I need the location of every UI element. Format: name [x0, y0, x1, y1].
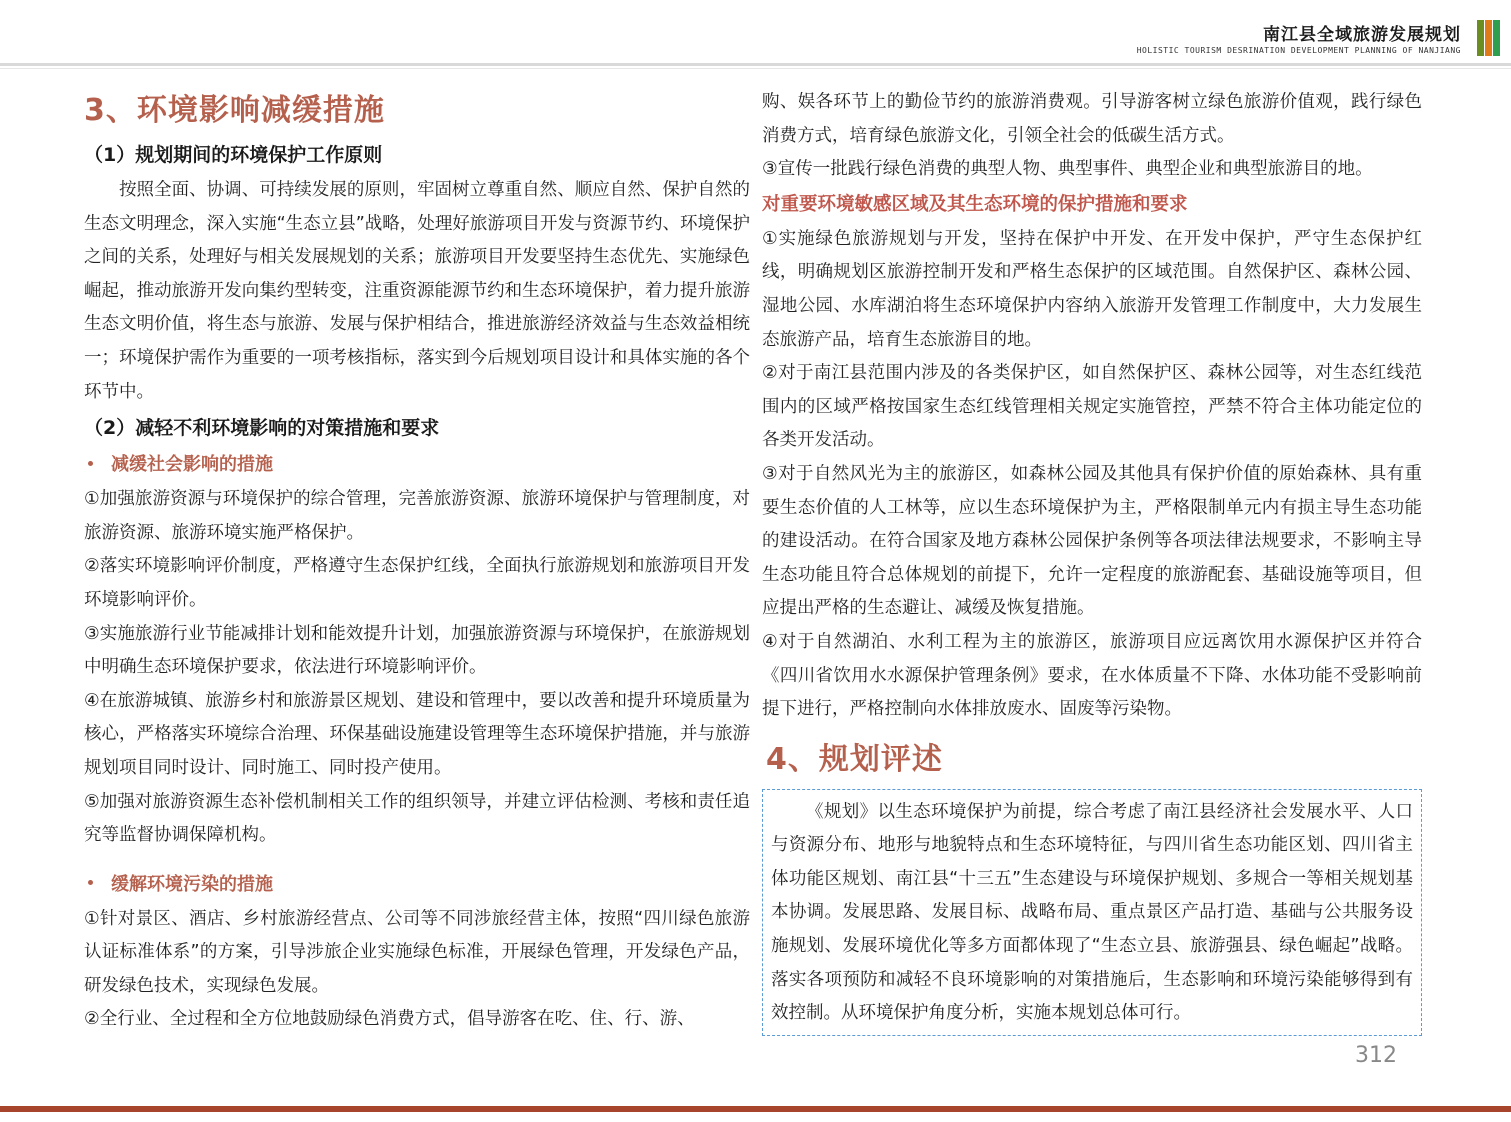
- eco-item-3: ③对于自然风光为主的旅游区，如森林公园及其他具有保护价值的原始森林、具有重要生态价值的人工林等，应以生态环境保护为主，严格限制单元内有损主导生态功能的建设活动。在符合国家及地方森林公园保护条例等各项法律法规要求，不影响主导生态功能且符合总体规划的前提下，允许一定程度的旅游配套、基础设施等项目，但应提出严格的生态避让、减缓及恢复措施。: [762, 463, 1422, 619]
- section-4-title: 4、规划评述: [766, 741, 943, 777]
- header-divider-thin: [0, 68, 1511, 69]
- eco-item-2: ②对于南江县范围内涉及的各类保护区，如自然保护区、森林公园等，对生态红线范围内的区域严格按国家生态红线管理相关规定实施管控，严禁不符合主体功能定位的各类开发活动。: [762, 363, 1422, 451]
- document-subtitle: HOLISTIC TOURISM DESRINATION DEVELOPMENT PLANNING OF NANJIANG: [1136, 46, 1461, 55]
- eco-protection-heading: 对重要环境敏感区域及其生态环境的保护措施和要求: [762, 193, 1188, 215]
- logo-bar-orange: [1485, 20, 1492, 56]
- social-measures-title: 减缓社会影响的措施: [111, 454, 273, 476]
- pollution-item-3: ③宣传一批践行绿色消费的典型人物、典型事件、典型企业和典型旅游目的地。: [762, 159, 1373, 180]
- left-column: [84, 86, 750, 1037]
- eco-item-4: ④对于自然湖泊、水利工程为主的旅游区，旅游项目应远离饮用水源保护区并符合《四川省饮用水水源保护管理条例》要求，在水体质量不下降、水体功能不受影响前提下进行，严格控制向水体排放废水、固废等污染物。: [762, 631, 1422, 720]
- logo-bar-teal: [1493, 20, 1500, 56]
- social-item-3: ③实施旅游行业节能减排计划和能效提升计划，加强旅游资源与环境保护，在旅游规划中明确生态环境保护要求，依法进行环境影响评价。: [84, 623, 750, 678]
- subsection-1-title: （1）规划期间的环境保护工作原则: [84, 144, 383, 166]
- subsection-2-title: （2）减轻不利环境影响的对策措施和要求: [84, 417, 440, 440]
- header-divider: [0, 63, 1511, 66]
- page-header: [0, 0, 1511, 72]
- pollution-measures-heading: [84, 867, 750, 903]
- social-item-4: ④在旅游城镇、旅游乡村和旅游景区规划、建设和管理中，要以改善和提升环境质量为核心，严格落实环境综合治理、环保基础设施建设管理等生态环境保护措施，并与旅游规划项目同时设计、同时施工、同时投产使用。: [84, 690, 750, 778]
- pollution-measures-title: 缓解环境污染的措施: [111, 873, 273, 895]
- social-measures-heading: [84, 447, 750, 483]
- pollution-item-1: ①针对景区、酒店、乡村旅游经营点、公司等不同涉旅经营主体，按照“四川绿色旅游认证标准体系”的方案，引导涉旅企业实施绿色标准，开展绿色管理，开发绿色产品，研发绿色技术，实现绿色发展。: [84, 908, 750, 996]
- summary-box: [762, 789, 1422, 1036]
- subsection-1-body: 按照全面、协调、可持续发展的原则，牢固树立尊重自然、顺应自然、保护自然的生态文明理念，深入实施“生态立县”战略，处理好旅游项目开发与资源节约、环境保护之间的关系，处理好与相关发展规划的关系；旅游项目开发要坚持生态优先、实施绿色崛起，推动旅游开发向集约型转变，注重资源能源节约和生态环境保护，着力提升旅游生态文明价值，将生态与旅游、发展与保护相结合，推进旅游经济效益与生态效益相统一；环境保护需作为重要的一项考核指标，落实到今后规划项目设计和具体实施的各个环节中。: [84, 180, 750, 402]
- summary-text: 《规划》以生态环境保护为前提，综合考虑了南江县经济社会发展水平、人口与资源分布、地形与地貌特点和生态环境特征，与四川省生态功能区划、四川省主体功能区规划、南江县“十三五”生态建设与环境保护规划、多规合一等相关规划基本协调。发展思路、发展目标、战略布局、重点景区产品打造、基础与公共服务设施规划、发展环境优化等多方面都体现了“生态立县、旅游强县、绿色崛起”战略。落实各项预防和减轻不良环境影响的对策措施后，生态影响和环境污染能够得到有效控制。从环境保护角度分析，实施本规划总体可行。: [771, 801, 1413, 1024]
- logo-bar-green: [1477, 20, 1484, 56]
- document-title: 南江县全域旅游发展规划: [1263, 25, 1461, 45]
- right-column: [762, 86, 1422, 1036]
- bullet-dot-icon: [88, 461, 93, 466]
- footer-bar: [0, 1106, 1511, 1112]
- section-3-title: 3、环境影响减缓措施: [84, 93, 385, 128]
- social-item-2: ②落实环境影响评价制度，严格遵守生态保护红线，全面执行旅游规划和旅游项目开发环境影响评价。: [84, 556, 750, 610]
- eco-item-1: ①实施绿色旅游规划与开发，坚持在保护中开发、在开发中保护，严守生态保护红线，明确规划区旅游控制开发和严格生态保护的区域范围。自然保护区、森林公园、湿地公园、水库湖泊将生态环境保护内容纳入旅游开发管理工作制度中，大力发展生态旅游产品，培育生态旅游目的地。: [762, 228, 1422, 350]
- continued-paragraph: 购、娱各环节上的勤俭节约的旅游消费观。引导游客树立绿色旅游价值观，践行绿色消费方式，培育绿色旅游文化，引领全社会的低碳生活方式。: [762, 92, 1422, 146]
- social-item-5: ⑤加强对旅游资源生态补偿机制相关工作的组织领导，并建立评估检测、考核和责任追究等监督协调保障机构。: [84, 791, 750, 846]
- bullet-dot-icon: [88, 880, 93, 885]
- social-item-1: ①加强旅游资源与环境保护的综合管理，完善旅游资源、旅游环境保护与管理制度，对旅游资源、旅游环境实施严格保护。: [84, 489, 750, 543]
- brand-logo-icon: [1477, 20, 1501, 56]
- pollution-item-2: ②全行业、全过程和全方位地鼓励绿色消费方式，倡导游客在吃、住、行、游、: [84, 1009, 695, 1030]
- page-number: 312: [1355, 1043, 1397, 1068]
